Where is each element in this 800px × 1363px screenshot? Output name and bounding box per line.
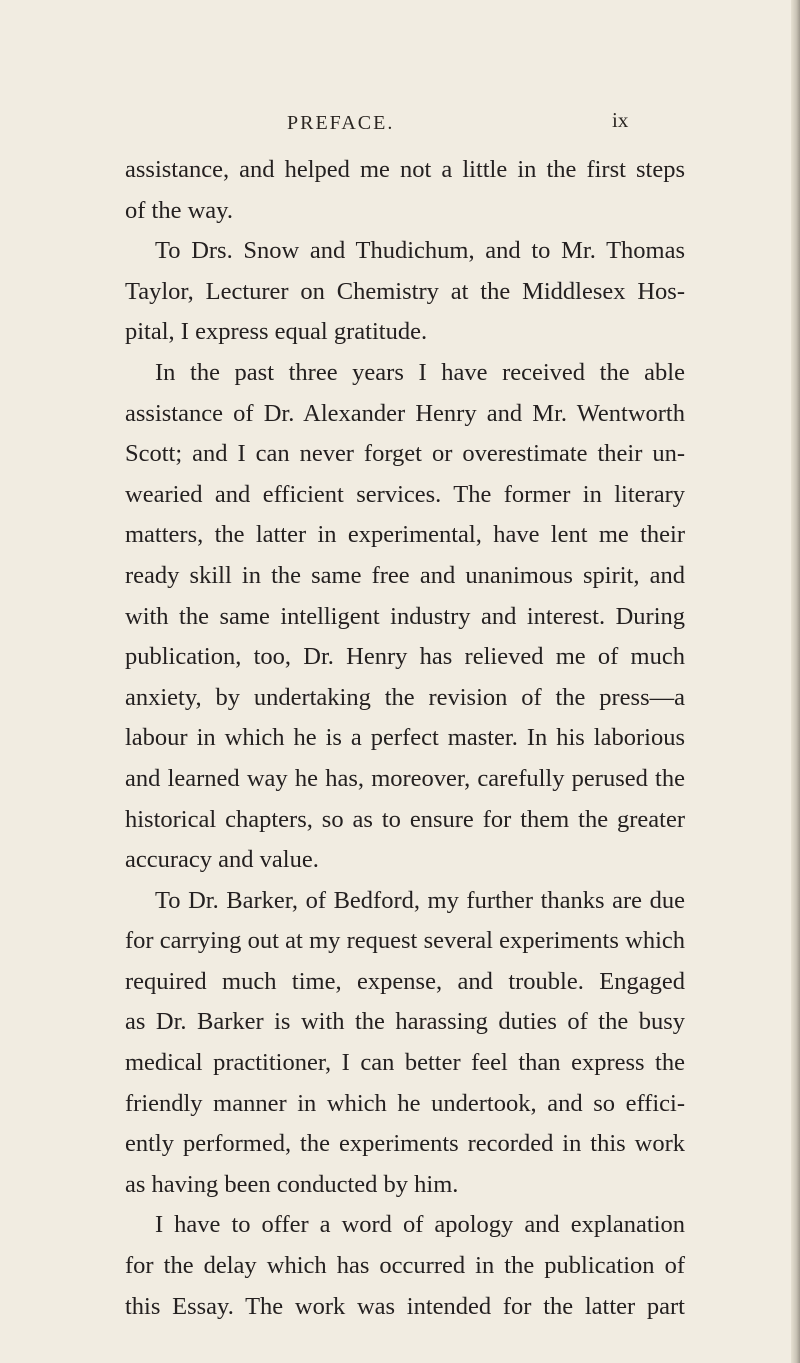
text-line: required much time, expense, and trouble. Engaged bbox=[125, 967, 685, 995]
text-line: wearied and efficient services. The former in literary bbox=[125, 480, 685, 508]
text-line: To Drs. Snow and Thudichum, and to Mr. Thomas bbox=[155, 237, 685, 265]
running-head: PREFACE. bbox=[287, 112, 395, 134]
text-line: ently performed, the experiments recorded in this work bbox=[125, 1130, 685, 1158]
text-line: this Essay. The work was intended for the latter part bbox=[125, 1292, 685, 1320]
text-line: Scott; and I can never forget or overestimate their un- bbox=[125, 440, 685, 468]
text-line: with the same intelligent industry and interest. During bbox=[125, 602, 685, 630]
text-line: matters, the latter in experimental, have lent me their bbox=[125, 521, 685, 549]
text-line: of the way. bbox=[125, 196, 233, 224]
text-line: as having been conducted by him. bbox=[125, 1170, 459, 1198]
page-header bbox=[0, 108, 800, 142]
text-line: as Dr. Barker is with the harassing duties of the busy bbox=[125, 1008, 685, 1036]
text-line: for the delay which has occurred in the publication of bbox=[125, 1252, 685, 1280]
text-line: publication, too, Dr. Henry has relieved me of much bbox=[125, 643, 685, 671]
page-number: ix bbox=[612, 108, 629, 132]
text-line: accuracy and value. bbox=[125, 846, 319, 874]
text-line: medical practitioner, I can better feel than express the bbox=[125, 1049, 685, 1077]
page-binding-edge bbox=[791, 0, 800, 1363]
text-line: for carrying out at my request several experiments which bbox=[125, 927, 685, 955]
text-line: labour in which he is a perfect master. In his laborious bbox=[125, 724, 685, 752]
text-line: and learned way he has, moreover, carefully perused the bbox=[125, 764, 685, 792]
text-line: To Dr. Barker, of Bedford, my further thanks are due bbox=[155, 886, 685, 914]
text-line: ready skill in the same free and unanimous spirit, and bbox=[125, 561, 685, 589]
text-line: historical chapters, so as to ensure for them the greater bbox=[125, 805, 685, 833]
text-line: I have to offer a word of apology and explanation bbox=[155, 1211, 685, 1239]
text-line: pital, I express equal gratitude. bbox=[125, 318, 428, 346]
text-line: In the past three years I have received the able bbox=[155, 358, 685, 386]
text-line: friendly manner in which he undertook, and so effici- bbox=[125, 1089, 685, 1117]
text-line: anxiety, by undertaking the revision of the press—a bbox=[125, 683, 685, 711]
text-line: assistance, and helped me not a little in the first steps bbox=[125, 156, 685, 183]
text-line: Taylor, Lecturer on Chemistry at the Middlesex Hos- bbox=[125, 277, 685, 305]
text-line: assistance of Dr. Alexander Henry and Mr. Wentworth bbox=[125, 399, 685, 427]
preface-body-text bbox=[125, 150, 685, 1327]
